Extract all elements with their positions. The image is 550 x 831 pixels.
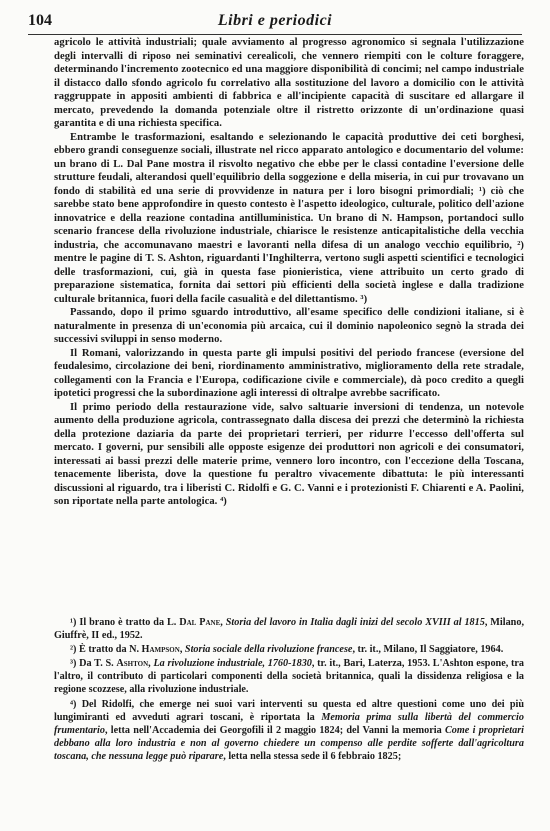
footnote-text: , tr. it., Bari, Laterza, 1953. L'Ashton espone, tra l'altro, il contributo di particolari componenti della società britannica, quali la dissidenza religiosa e la regione scozzese, alla rivoluzione industriale.	[54, 658, 525, 696]
paragraph: Il primo periodo della restaurazione vide, salvo saltuarie inversioni di tendenza, un notevole aumento della produzione agricola, contrassegnato dalla discesa dei prezzi che determinò la richiesta della protezione daziaria da parte dei proprietari terrieri, per ridurre l'eccesso dell'offerta sul mercato. I governi, pur sensibili alle opposte esigenze dei produttori non agricoli e dei consumatori, interessati ai bassi prezzi delle materie prime, vennero loro incontro, con l'eccezione della Toscana, tenacemente liberista, dove la questione fu peraltro vivacemente dibattuta: le più interessanti discussioni al riguardo, tra i liberisti C. Ridolfi e G. C. Vanni e i protezionisti F. Chiarenti e A. Paolini, son riportate nella parte antologica. ⁴)	[54, 401, 524, 507]
footnote-title: Storia del lavoro in Italia dagli inizi del secolo XVIII al 1815	[225, 617, 485, 628]
footnote-text: ,	[148, 658, 154, 670]
footnote-title: Come i proprietari debbano alla loro industria e non al governo chiedere un compenso alle perdite sofferte dall'agricoltura toscana, che nessuna legge può riparare	[54, 724, 524, 762]
footnote-title: La rivoluzione industriale, 1760-1830	[153, 658, 312, 670]
footnote-title: Storia sociale della rivoluzione francese	[184, 644, 353, 656]
footnote-text: Da T. S.	[79, 658, 117, 670]
footnote-text: È tratto da N.	[79, 644, 142, 656]
footnote-text: ,	[179, 644, 185, 656]
running-title: Libri e periodici	[217, 12, 333, 29]
footnote-author: Hampson	[141, 644, 180, 656]
body-text	[54, 36, 524, 509]
footnote	[54, 657, 524, 696]
paragraph: Il Romani, valorizzando in questa parte gli impulsi positivi del periodo francese (eversione del feudalesimo, circolazione dei beni, riordinamento amministrativo, miglioramento della rete stradale, collegamenti con la Francia e l'Europa, codificazione civile e commerciale), dà poco credito a quegli ipotetici progressi che la subordinazione agli interessi di oltralpe avrebbe sacrificato.	[54, 347, 524, 399]
footnote-text: ,	[220, 617, 226, 628]
footnotes	[54, 616, 524, 764]
paragraph: agricolo le attività industriali; quale avviamento al progresso agronomico si segnala l'utilizzazione degli intervalli di riposo nei seminativi cerealicoli, che vennero riempiti con le colture foraggere, determinando l'incremento zootecnico ed una maggiore disponibilità di concimi; nel campo industriale il distacco dallo sfondo agricolo fu correlativo alla sostituzione del lavoro a domicilio con le attività raggruppate in appositi ambienti di fabbrica e all'incipiente capacità di suscitare ed allargare il mercato, prevedendo la domanda potenziale oltre il ristretto orizzonte di un'ordinazione quasi garantita e di una richiesta specifica.	[54, 37, 524, 129]
paragraph: Entrambe le trasformazioni, esaltando e selezionando le capacità produttive dei ceti borghesi, ebbero grandi conseguenze sociali, illustrate nel ricco apparato antologico e documentario del volume: un brano di L. Dal Pane mostra il risvolto negativo che ebbe per le classi contadine l'eversione delle strutture feudali, alterandosi quell'equilibrio della soggezione e della miseria, in cui pur trovavano un fondo di stabilità ed una serie di provvidenze in natura per i loro bisogni primordiali; ¹) ciò che sarebbe stato bene approfondire in questo contesto è l'aspetto ideologico, culturale, politico dell'azione innovatrice e della reazione contadina antilluministica. Un brano di N. Hampson, portandoci sullo scenario francese della rivoluzione industriale, chiarisce le resistenze anticapitalistiche della vecchia industria, che accomunavano maestri e lavoranti nella difesa di un analogo vecchio equilibrio, ²) mentre le pagine di T. S. Ashton, riguardanti l'Inghilterra, vertono sugli aspetti scientifici e tecnologici delle trasformazioni, cui, già in questa fase pionieristica, viene attribuito un certo grado di preparazione sistematica, fornita dai settori più efficienti della società inglese e dalla tradizione culturale britannica, fuori della facile casualità e del dilettantismo. ³)	[54, 131, 524, 305]
page-header	[28, 10, 522, 34]
footnote-mark: ³)	[70, 658, 80, 670]
footnote	[54, 698, 524, 763]
footnote-text: , letta nell'Accademia dei Georgofili il 2 maggio 1824; del Vanni la memoria	[104, 724, 445, 736]
header-rule	[28, 34, 522, 35]
footnote	[54, 643, 524, 656]
footnote-text: Del Ridolfi, che emerge nei suoi vari interventi su questa ed altre questioni come uno dei più lungimiranti ed avveduti agrari toscani, è riportata la	[54, 698, 524, 723]
footnote-title: Memoria prima sulla libertà del commercio frumentario	[54, 711, 524, 736]
footnote-author: Dal Pane	[179, 617, 221, 628]
footnote-text: , letta nella stessa sede il 6 febbraio 1825;	[223, 750, 402, 762]
paragraph: Passando, dopo il primo sguardo introduttivo, all'esame specifico delle condizioni italiane, si è naturalmente in presenza di un'economia più arcaica, cui il dominio napoleonico segnò la strada dei successivi sviluppi in senso moderno.	[54, 307, 524, 345]
page-number: 104	[28, 12, 52, 29]
footnote-text: , Milano, Giuffrè, II ed., 1952.	[54, 617, 524, 642]
footnote-author: Ashton	[116, 658, 149, 670]
footnote	[54, 616, 524, 642]
footnote-text: Il brano è tratto da L.	[79, 617, 180, 628]
footnote-text: , tr. it., Milano, Il Saggiatore, 1964.	[352, 644, 504, 656]
footnote-mark: ²)	[70, 644, 79, 656]
footnote-mark: ⁴)	[70, 698, 82, 710]
footnote-mark: ¹)	[70, 617, 80, 628]
